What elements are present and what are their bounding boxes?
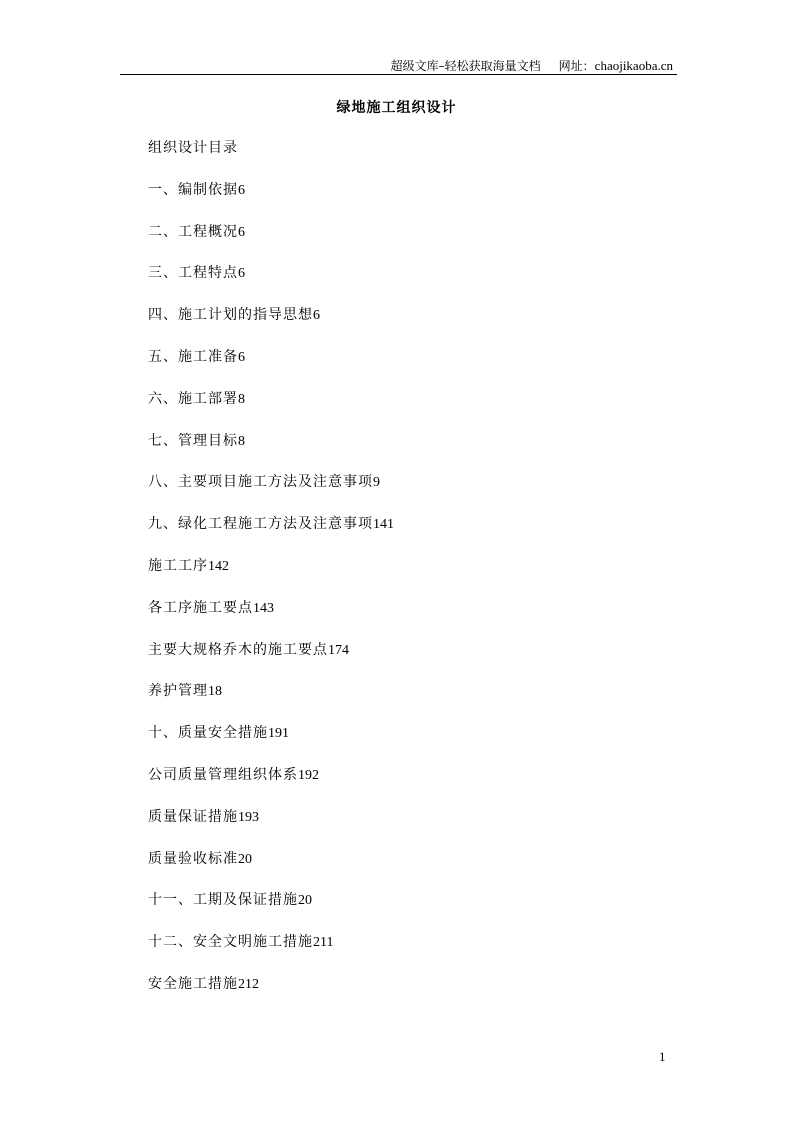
header-url-link[interactable]: chaojikaoba.cn <box>594 58 673 73</box>
toc-item-page: 142 <box>208 558 229 574</box>
toc-item-page: 192 <box>298 767 319 783</box>
toc-item <box>148 807 394 849</box>
page-header <box>120 54 677 75</box>
toc-item <box>148 974 394 1016</box>
toc-item <box>148 431 394 473</box>
toc-item-page: 18 <box>208 684 222 700</box>
toc-item-page: 20 <box>238 851 252 867</box>
header-url-label: 网址： <box>558 59 595 73</box>
toc-item-page: 6 <box>238 182 245 198</box>
toc-item <box>148 180 394 222</box>
toc-item-label: 三、工程特点 <box>148 265 238 282</box>
toc-item <box>148 514 394 556</box>
header-site-name: 超级文库–轻松获取海量文档 <box>390 59 541 73</box>
toc-item-page: 212 <box>238 976 259 992</box>
toc-item <box>148 305 394 347</box>
toc-item-label: 主要大规格乔木的施工要点 <box>148 641 328 658</box>
toc-item-page: 174 <box>328 642 349 658</box>
toc-item-page: 191 <box>268 726 289 742</box>
toc-item-label: 安全施工措施 <box>148 975 238 992</box>
toc-item-page: 6 <box>238 224 245 240</box>
toc-item-label: 七、管理目标 <box>148 432 238 449</box>
document-title: 绿地施工组织设计 <box>336 100 457 116</box>
toc-item-label: 施工工序 <box>148 557 208 574</box>
toc-heading: 组织设计目录 <box>148 140 238 156</box>
toc-item <box>148 472 394 514</box>
page-number: 1 <box>659 1049 666 1064</box>
toc-item-label: 十、质量安全措施 <box>148 725 268 742</box>
toc-item-page: 6 <box>313 308 320 324</box>
toc-item-label: 八、主要项目施工方法及注意事项 <box>148 474 373 491</box>
toc-item-label: 六、施工部署 <box>148 390 238 407</box>
toc-item-page: 141 <box>373 517 394 533</box>
toc-item <box>148 681 394 723</box>
toc-item-page: 9 <box>373 475 380 491</box>
toc-item-page: 8 <box>238 391 245 407</box>
toc-item-label: 九、绿化工程施工方法及注意事项 <box>148 516 373 533</box>
header-text <box>391 57 673 74</box>
toc-item <box>148 556 394 598</box>
toc-item <box>148 890 394 932</box>
toc-item <box>148 932 394 974</box>
toc-item <box>148 347 394 389</box>
toc-item <box>148 598 394 640</box>
toc-item-page: 143 <box>253 600 274 616</box>
toc-item-page: 8 <box>238 433 245 449</box>
toc-item-label: 养护管理 <box>148 683 208 700</box>
toc-item <box>148 222 394 264</box>
toc-item-label: 十二、安全文明施工措施 <box>148 934 313 951</box>
toc-item-page: 6 <box>238 266 245 282</box>
toc-item-label: 四、施工计划的指导思想 <box>148 307 313 324</box>
toc-item <box>148 263 394 305</box>
toc-item-page: 6 <box>238 349 245 365</box>
table-of-contents <box>148 138 394 1016</box>
toc-item <box>148 849 394 891</box>
toc-item-label: 质量保证措施 <box>148 808 238 825</box>
toc-item <box>148 723 394 765</box>
toc-item <box>148 389 394 431</box>
toc-item-label: 十一、工期及保证措施 <box>148 892 298 909</box>
toc-item-label: 公司质量管理组织体系 <box>148 766 298 783</box>
toc-item-label: 各工序施工要点 <box>148 599 253 616</box>
toc-item-page: 211 <box>313 935 334 951</box>
toc-item <box>148 640 394 682</box>
toc-item-page: 193 <box>238 809 259 825</box>
toc-item-label: 一、编制依据 <box>148 181 238 198</box>
toc-item <box>148 765 394 807</box>
toc-item-page: 20 <box>298 893 312 909</box>
toc-item-label: 五、施工准备 <box>148 348 238 365</box>
toc-item-label: 质量验收标准 <box>148 850 238 867</box>
toc-item-label: 二、工程概况 <box>148 223 238 240</box>
